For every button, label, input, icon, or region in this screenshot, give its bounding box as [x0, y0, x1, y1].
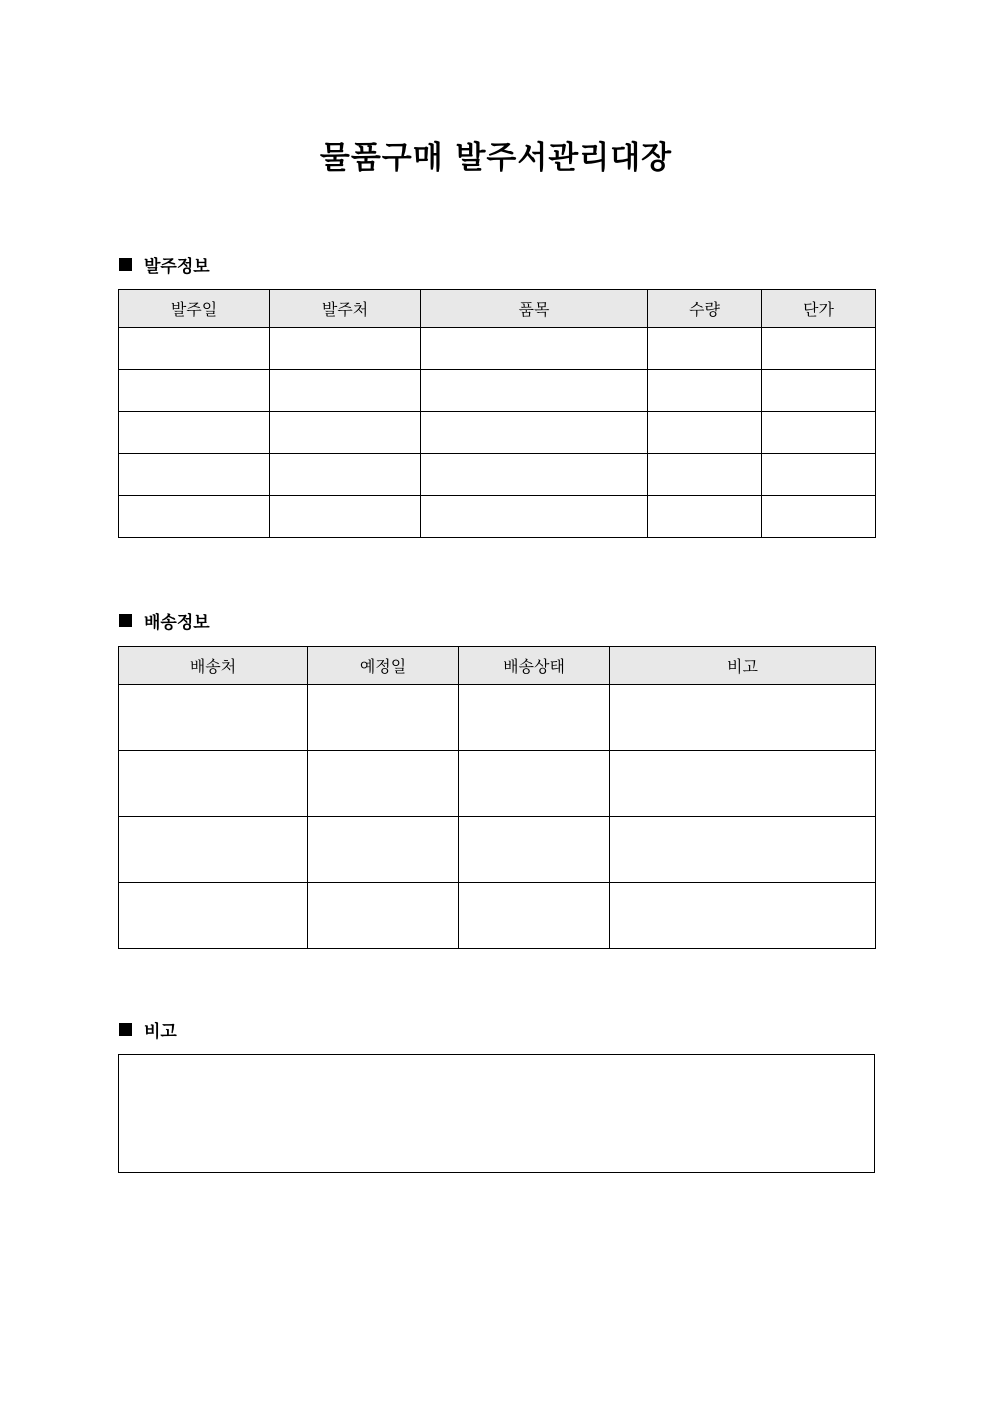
delivery-section-heading: [119, 608, 210, 632]
table-cell[interactable]: [762, 454, 876, 496]
table-cell[interactable]: [308, 883, 459, 949]
column-header-delivery-status: 배송상태: [459, 647, 610, 685]
table-cell[interactable]: [270, 496, 421, 538]
table-cell[interactable]: [762, 412, 876, 454]
table-cell[interactable]: [421, 454, 648, 496]
remarks-section-heading: [119, 1017, 177, 1041]
table-cell[interactable]: [119, 496, 270, 538]
order-section-heading: [119, 252, 210, 276]
table-cell[interactable]: [610, 751, 876, 817]
column-header-quantity: 수량: [648, 290, 762, 328]
table-cell[interactable]: [762, 496, 876, 538]
table-cell[interactable]: [762, 328, 876, 370]
table-cell[interactable]: [119, 751, 308, 817]
table-cell[interactable]: [308, 685, 459, 751]
column-header-supplier: 발주처: [270, 290, 421, 328]
table-cell[interactable]: [119, 328, 270, 370]
table-cell[interactable]: [119, 454, 270, 496]
table-cell[interactable]: [270, 412, 421, 454]
table-cell[interactable]: [119, 370, 270, 412]
table-cell[interactable]: [648, 454, 762, 496]
column-header-unit-price: 단가: [762, 290, 876, 328]
table-cell[interactable]: [421, 328, 648, 370]
table-cell[interactable]: [648, 370, 762, 412]
table-cell[interactable]: [459, 685, 610, 751]
column-header-remarks: 비고: [610, 647, 876, 685]
table-cell[interactable]: [270, 454, 421, 496]
table-cell[interactable]: [762, 370, 876, 412]
table-cell[interactable]: [421, 496, 648, 538]
black-square-icon: [119, 258, 132, 271]
column-header-item: 품목: [421, 290, 648, 328]
table-row: [119, 685, 876, 751]
table-cell[interactable]: [459, 751, 610, 817]
table-row: [119, 328, 876, 370]
table-cell[interactable]: [648, 412, 762, 454]
remarks-section-label: 비고: [144, 1021, 177, 1042]
table-cell[interactable]: [119, 685, 308, 751]
table-cell[interactable]: [459, 817, 610, 883]
table-cell[interactable]: [610, 883, 876, 949]
table-row: [119, 412, 876, 454]
table-cell[interactable]: [270, 370, 421, 412]
table-cell[interactable]: [648, 328, 762, 370]
table-cell[interactable]: [119, 817, 308, 883]
remarks-box[interactable]: [118, 1054, 875, 1173]
table-row: [119, 817, 876, 883]
column-header-order-date: 발주일: [119, 290, 270, 328]
table-cell[interactable]: [119, 412, 270, 454]
black-square-icon: [119, 614, 132, 627]
delivery-section-label: 배송정보: [144, 612, 210, 633]
table-row: [119, 751, 876, 817]
column-header-destination: 배송처: [119, 647, 308, 685]
table-cell[interactable]: [610, 817, 876, 883]
column-header-scheduled-date: 예정일: [308, 647, 459, 685]
table-header-row: [119, 647, 876, 685]
table-cell[interactable]: [308, 751, 459, 817]
table-cell[interactable]: [421, 370, 648, 412]
table-cell[interactable]: [648, 496, 762, 538]
table-row: [119, 496, 876, 538]
table-row: [119, 454, 876, 496]
black-square-icon: [119, 1023, 132, 1036]
table-header-row: [119, 290, 876, 328]
table-cell[interactable]: [421, 412, 648, 454]
delivery-info-table: [118, 646, 876, 949]
table-cell[interactable]: [119, 883, 308, 949]
table-cell[interactable]: [459, 883, 610, 949]
order-section-label: 발주정보: [144, 256, 210, 277]
table-cell[interactable]: [610, 685, 876, 751]
table-row: [119, 370, 876, 412]
document-title: 물품구매 발주서관리대장: [319, 140, 673, 176]
table-cell[interactable]: [308, 817, 459, 883]
order-info-table: [118, 289, 876, 538]
table-row: [119, 883, 876, 949]
table-cell[interactable]: [270, 328, 421, 370]
